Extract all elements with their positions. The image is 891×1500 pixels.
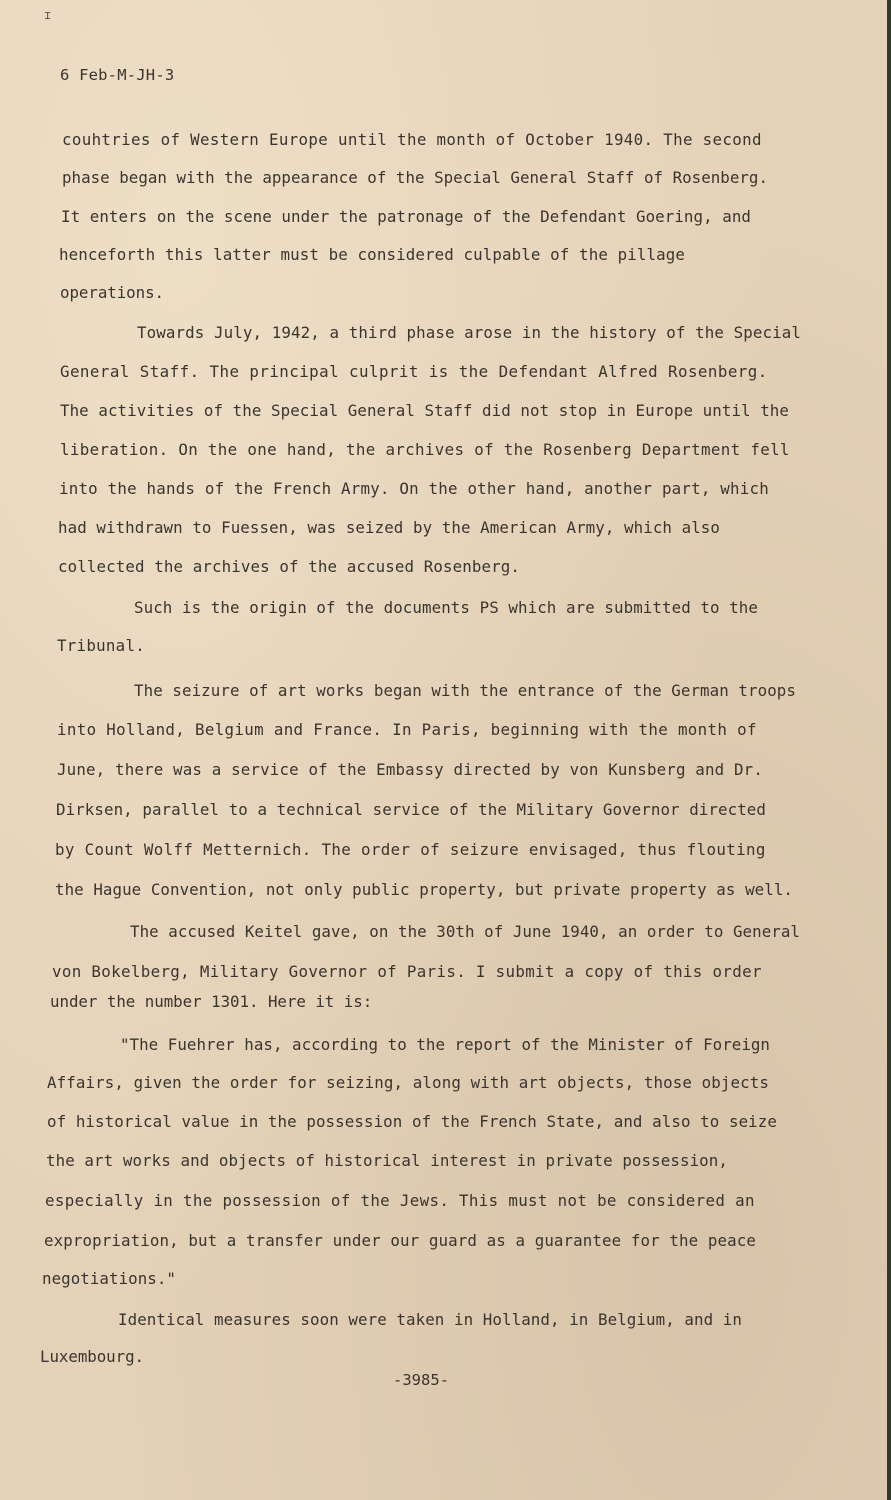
text-line: by Count Wolff Metternich. The order of seizure envisaged, thus flouting: [55, 840, 766, 859]
text-line: The seizure of art works began with the entrance of the German troops: [134, 681, 796, 700]
quote-line: especially in the possession of the Jews. This must not be considered an: [45, 1191, 755, 1210]
text-line: Such is the origin of the documents PS which are submitted to the: [134, 598, 758, 617]
quote-line: the art works and objects of historical interest in private possession,: [46, 1151, 728, 1170]
text-line: into the hands of the French Army. On the other hand, another part, which: [59, 479, 769, 498]
text-line: June, there was a service of the Embassy directed by von Kunsberg and Dr.: [57, 760, 763, 779]
quote-line: negotiations.": [42, 1269, 176, 1288]
text-line: Luxembourg.: [40, 1347, 144, 1366]
quote-line: Affairs, given the order for seizing, along with art objects, those objects: [47, 1073, 769, 1092]
text-line: phase began with the appearance of the Special General Staff of Rosenberg.: [62, 168, 768, 187]
text-line: Dirksen, parallel to a technical service of the Military Governor directed: [56, 800, 766, 819]
text-line: The activities of the Special General Staff did not stop in Europe until the: [60, 401, 789, 420]
text-line: the Hague Convention, not only public property, but private property as well.: [55, 880, 793, 899]
text-line: collected the archives of the accused Rosenberg.: [58, 557, 520, 576]
quote-line: of historical value in the possession of the French State, and also to seize: [47, 1112, 777, 1131]
text-line: under the number 1301. Here it is:: [50, 992, 373, 1011]
text-line: into Holland, Belgium and France. In Paris, beginning with the month of: [57, 720, 757, 739]
corner-mark: ɪ: [44, 8, 52, 22]
quote-line: "The Fuehrer has, according to the report of the Minister of Foreign: [120, 1035, 770, 1054]
page-number: -3985-: [393, 1371, 449, 1389]
text-line: Tribunal.: [57, 636, 145, 655]
text-line: von Bokelberg, Military Governor of Paris. I submit a copy of this order: [52, 962, 762, 981]
text-line: operations.: [60, 283, 164, 302]
text-line: Towards July, 1942, a third phase arose in the history of the Special: [137, 323, 801, 342]
text-line: henceforth this latter must be considered culpable of the pillage: [59, 245, 685, 264]
text-line: General Staff. The principal culprit is the Defendant Alfred Rosenberg.: [60, 362, 768, 381]
text-line: liberation. On the one hand, the archives of the Rosenberg Department fell: [60, 440, 790, 459]
text-line: couhtries of Western Europe until the month of October 1940. The second: [62, 130, 762, 149]
text-line: It enters on the scene under the patronage of the Defendant Goering, and: [61, 207, 751, 226]
text-line: Identical measures soon were taken in Holland, in Belgium, and in: [118, 1310, 742, 1329]
text-line: The accused Keitel gave, on the 30th of June 1940, an order to General: [130, 922, 800, 941]
text-line: had withdrawn to Fuessen, was seized by the American Army, which also: [58, 518, 720, 537]
quote-line: expropriation, but a transfer under our guard as a guarantee for the peace: [44, 1231, 756, 1250]
document-reference: 6 Feb-M-JH-3: [60, 66, 175, 84]
